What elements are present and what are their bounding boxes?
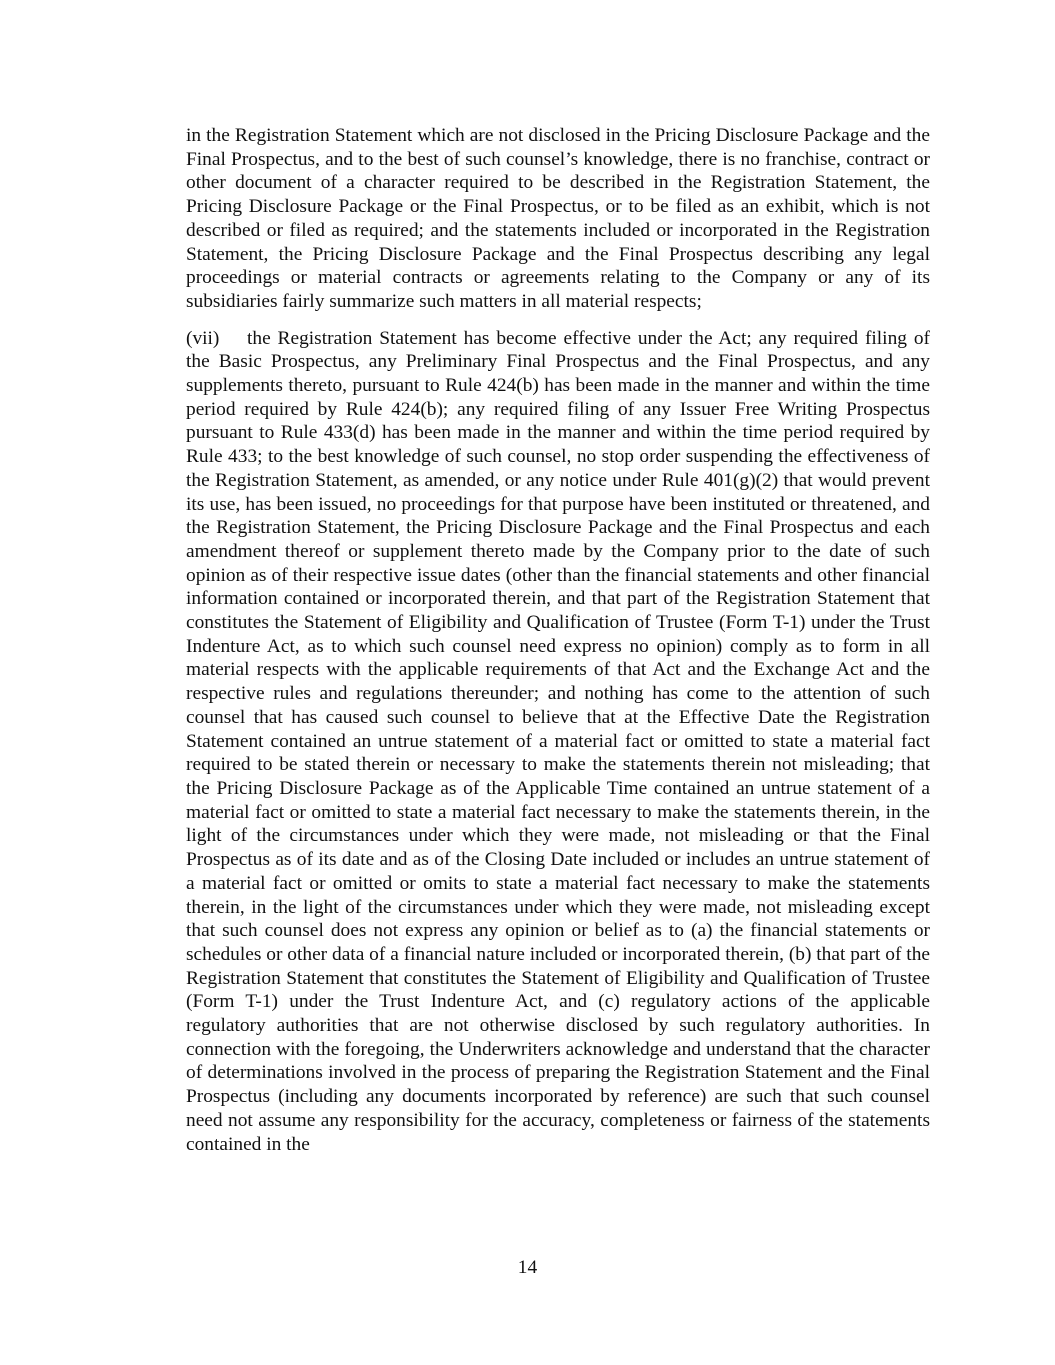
paragraph-text: the Registration Statement has become effective under the Act; any required filing of the Basic Prospectus, any Preliminary Final Prospectus and the Final Prospectus, and any supplements thereto, pursuant to Rule 424(b) has been made in the manner and within the time period required by Rule 424(b); any required filing of any Issuer Free Writing Prospectus pursuant to Rule 433(d) has been made in the manner and within the time period required by Rule 433; to the best knowledge of such counsel, no stop order suspending the effectiveness of the Registration Statement, as amended, or any notice under Rule 401(g)(2) that would prevent its use, has been issued, no proceedings for that purpose have been instituted or threatened, and the Registration Statement, the Pricing Disclosure Package and the Final Prospectus and each amendment thereof or supplement thereto made by the Company prior to the date of such opinion as of their respective issue dates (other than the financial statements and other financial information contained or incorporated therein, and that part of the Registration Statement that constitutes the Statement of Eligibility and Qualification of Trustee (Form T-1) under the Trust Indenture Act, as to which such counsel need express no opinion) comply as to form in all material respects with the applicable requirements of that Act and the Exchange Act and the respective rules and regulations thereunder; and nothing has come to the attention of such counsel that has caused such counsel to believe that at the Effective Date the Registration Statement contained an untrue statement of a material fact or omitted to state a material fact required to be stated therein or necessary to make the statements therein not misleading; that the Pricing Disclosure Package as of the Applicable Time contained an untrue statement of a material fact or omitted to state a material fact necessary to make the statements therein, in the light of the circumstances under which they were made, not misleading or that the Final Prospectus as of its date and as of the Closing Date included or includes an untrue statement of a material fact or omitted or omits to state a material fact necessary to make the statements therein, in the light of the circumstances under which they were made, not misleading except that such counsel does not express any opinion or belief as to (a) the financial statements or schedules or other data of a financial nature included or incorporated therein, (b) that part of the Registration Statement that constitutes the Statement of Eligibility and Qualification of Trustee (Form T-1) under the Trust Indenture Act, and (c) regulatory actions of the applicable regulatory authorities that are not otherwise disclosed by such regulatory authorities. In connection with the foregoing, the Underwriters acknowledge and understand that the character of determinations involved in the process of preparing the Registration Statement and the Final Prospectus (including any documents incorporated by reference) are such that such counsel need not assume any responsibility for the accuracy, completeness or fairness of the statements contained in the	[186, 327, 930, 1155]
page-number: 14	[517, 1257, 538, 1278]
body-text	[186, 124, 930, 1156]
paragraph-clause-vii	[186, 327, 930, 1157]
paragraph-text: in the Registration Statement which are not disclosed in the Pricing Disclosure Package and the Final Prospectus, and to the best of such counsel’s knowledge, there is no franchise, contract or other document of a character required to be described in the Registration Statement, the Pricing Disclosure Package or the Final Prospectus, or to be filed as an exhibit, which is not described or filed as required; and the statements included or incorporated in the Registration Statement, the Pricing Disclosure Package and the Final Prospectus describing any legal proceedings or material contracts or agreements relating to the Company or any of its subsidiaries fairly summarize such matters in all material respects;	[186, 125, 930, 312]
clause-number: (vii)	[186, 327, 220, 349]
paragraph-continuation	[186, 124, 930, 314]
